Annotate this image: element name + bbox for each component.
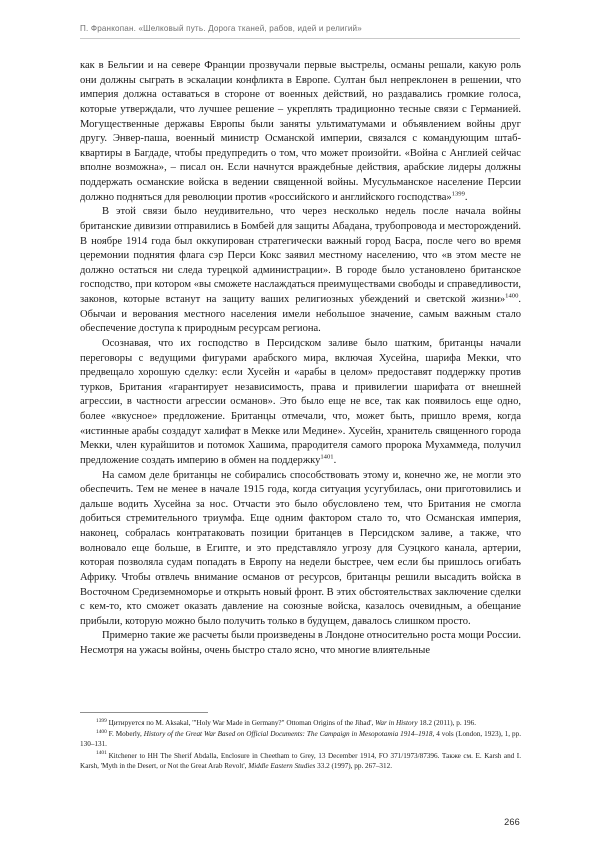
page-number: 266 <box>504 817 520 827</box>
footnote-text: , 4 vols (London, 1923), 1, pp. 130–131. <box>80 730 522 749</box>
paragraph-text: На самом деле британцы не собирались способствовать этому и, конечно же, не могли это обеспечить. Тем не менее в начале 1915 года, когда ситуация усугубилась, они приготовились и дальше водить Хусейна за нос. Отчасти это было обусловлено тем, что Британия не смогла добиться стремительного триумфа. Еще одним фактором стало то, что Османская империя, наконец, собралась контратаковать позиции британцев в Персидском заливе, а также, что волновало еще больше, в Египте, и это представляло угрозу для Суэцкого канала, артерии, которая позволяла судам попадать в Европу на недели быстрее, чем если бы пришлось огибать Африку. Чтобы отвлечь внимание османов от ресурсов, британцы решили высадить войска в Восточном Средиземноморье и открыть новый фронт. В этих обстоятельствах заключение сделки с кем-то, кто сможет оказать давление на союзные войска, казалось очевидным, а обещание прибыли, которую можно было получить только в будущем, давалось слишком просто. <box>80 469 521 627</box>
paragraph-text: Примерно такие же расчеты были произведены в Лондоне относительно роста мощи России. Несмотря на ужасы войны, очень быстро стало ясно, что многие влиятельные <box>80 630 521 656</box>
footnote-text: Kitchener to HH The Sherif Abdalla, Enclosure in Cheetham to Grey, 13 December 1914, FO 371/1973/87396. Также см. E. Karsh and I. Karsh, 'Myth in the Desert, or Not the Great Arab Revolt', <box>80 751 521 770</box>
footnote-number[interactable]: 1399 <box>96 717 107 724</box>
footnote-reference[interactable]: 1399 <box>451 190 465 198</box>
footnote-text: F. Moberly, <box>108 730 144 739</box>
footnote-number[interactable]: 1401 <box>96 750 107 757</box>
footnote-separator-rule <box>80 712 208 713</box>
paragraph-text: Осознавая, что их господство в Персидском заливе было шатким, британцы начали переговоры с ведущими фигурами арабского мира, включая Хусейна, шарифа Мекки, что предвещало хорошую сделку: если Хусейн и «арабы в целом» предоставят поддержку против турков, Британия «гарантирует независимость, права и привилегии шарифата от внешней агрессии, в частности агрессии османов». Это было еще не все, так как появилось еще одно, более «вкусное» предложение. Британцы отмечали, что, может быть, пришло время, когда «истинные арабы создадут халифат в Мекке или Медине». Хусейн, хранитель священного города Мекки, член курайшитов и потомок Хашима, прародителя самого пророка Мухаммеда, получил предложение создать империю в обмен на поддержку <box>80 337 521 466</box>
header-divider <box>80 38 520 39</box>
footnote-reference[interactable]: 1400 <box>505 292 519 300</box>
footnote-number[interactable]: 1400 <box>96 729 107 736</box>
footnote-title-italic: Middle Eastern Studies <box>248 761 316 770</box>
footnote-entry <box>80 719 521 729</box>
running-head: П. Франкопан. «Шелковый путь. Дорога тканей, рабов, идей и религий» <box>80 24 362 33</box>
body-paragraph <box>80 469 521 630</box>
footnote-list <box>80 719 521 773</box>
footnote-entry <box>80 752 521 772</box>
paragraph-text: как в Бельгии и на севере Франции прозвучали первые выстрелы, османы решали, какую роль они должны сыграть в эскалации конфликта в Европе. Султан был непреклонен в решении, что империя должна оставаться в стороне от военных действий, но раздавались громкие голоса, которые утверждали, что лучшее решение – укреплять традиционно тесные связи с Германией. Могущественные державы Европы были заняты ультиматумами и объявлением войны друг другу. Энвер-паша, военный министр Османской империи, связался с командующим штаб-квартиры в Багдаде, чтобы предупредить о том, что может произойти. «Война с Англией сейчас вполне возможна», – писал он. Если начнутся враждебные действия, арабские лидеры должны поддержать османские войска в ведении священной войны. Мусульманское население Персии должно подняться для революции против «российского и английского господства» <box>80 60 521 203</box>
footnote-title-italic: War in History <box>375 719 418 727</box>
paragraph-text-tail: . Обычаи и верования местного населения имели небольшое значение, самым важным стало обеспечение доступа к природным ресурсам региона. <box>80 294 521 335</box>
footnote-text: 18.2 (2011), p. 196. <box>417 719 476 727</box>
footnote-entry <box>80 730 521 750</box>
footnote-reference[interactable]: 1401 <box>320 453 334 461</box>
footnote-title-italic: History of the Great War Based on Official Documents: The Campaign in Mesopotamia 1914–1918 <box>143 730 433 739</box>
paragraph-text-tail: . <box>333 454 337 466</box>
paragraph-text-tail: . <box>464 191 468 203</box>
body-paragraph <box>80 205 521 337</box>
footnote-text: 33.2 (1997), pp. 267–312. <box>315 761 393 770</box>
paragraph-text: В этой связи было неудивительно, что через несколько недель после начала войны британские дивизии отправились в Бомбей для защиты Абадана, трубопровода и месторождений. В ноябре 1914 года был оккупирован стратегически важный город Басра, после чего во время церемонии поднятия флага сэр Перси Кокс заявил местному населению, что «в этом месте не должно остаться ни следа турецкой администрации». В городе было установлено британское господство, при котором «вы сможете наслаждаться преимуществами свободы и справедливости, законов, которые встанут на защиту ваших религиозных убеждений и светской жизни» <box>80 206 521 305</box>
body-paragraph <box>80 629 521 658</box>
body-paragraph <box>80 337 521 469</box>
footnote-text: Цитируется по M. Aksakal, '"Holy War Made in Germany?" Ottoman Origins of the Jihad', <box>108 719 376 727</box>
body-paragraph <box>80 59 521 205</box>
body-text-column <box>80 59 521 659</box>
